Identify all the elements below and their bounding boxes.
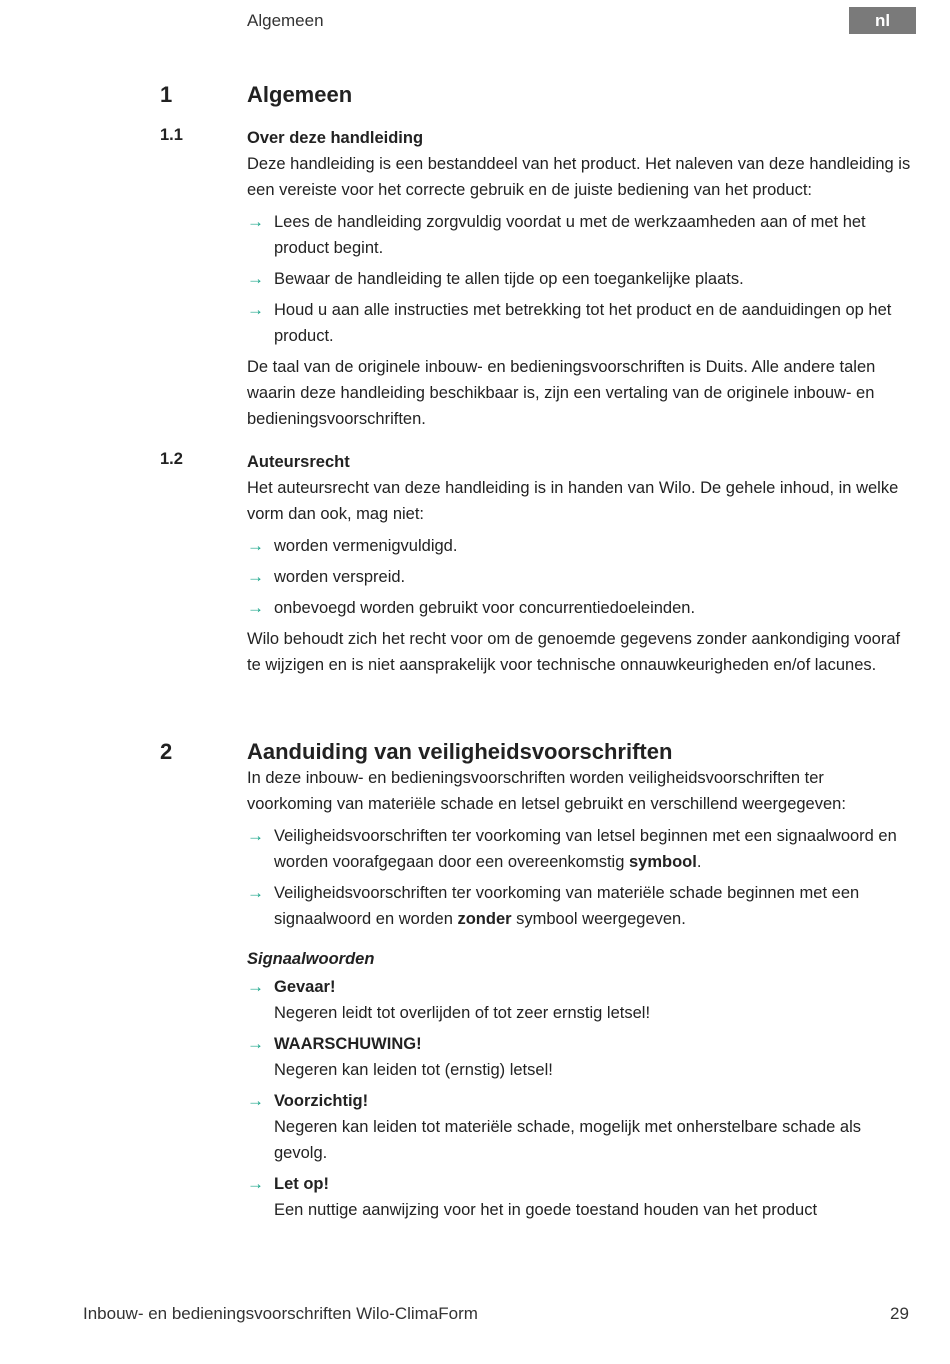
list-item <box>247 564 912 590</box>
list-item-text: Veiligheidsvoorschriften ter voorkoming van materiële schade beginnen met een signaalwoord en worden <box>274 884 860 928</box>
paragraph: Wilo behoudt zich het recht voor om de genoemde gegevens zonder aankondiging vooraf te wijzigen en is niet aansprakelijk voor technische onnauwkeurigheden en/of lacunes. <box>247 630 901 674</box>
signal-word: Gevaar! <box>274 978 336 996</box>
list-item-text-end: . <box>696 853 702 871</box>
language-tab: nl <box>849 7 916 34</box>
subsection-title: Auteursrecht <box>247 453 350 471</box>
arrow-right-icon: → <box>247 212 264 231</box>
signal-word: WAARSCHUWING! <box>274 1035 422 1053</box>
subsection-number: 1.2 <box>160 450 183 468</box>
list-item <box>247 595 912 621</box>
section-2-body <box>247 765 912 1228</box>
subsection-1-2 <box>247 449 912 678</box>
subsection-number: 1.1 <box>160 126 183 144</box>
arrow-right-icon: → <box>247 1034 264 1053</box>
list-item <box>247 266 912 292</box>
paragraph: Het auteursrecht van deze handleiding is in handen van Wilo. De gehele inhoud, in welke vorm dan ook, mag niet: <box>247 479 899 523</box>
arrow-right-icon: → <box>247 567 264 586</box>
section-title: Aanduiding van veiligheidsvoorschriften <box>247 739 673 764</box>
signal-word-desc: Negeren leidt tot overlijden of tot zeer ernstig letsel! <box>274 1004 651 1022</box>
signal-words-heading: Signaalwoorden <box>247 950 375 968</box>
paragraph: De taal van de originele inbouw- en bedieningsvoorschriften is Duits. Alle andere talen waarin deze handleiding beschikbaar is, zijn een vertaling van de originele inbouw- en bedieningsvoorschriften. <box>247 358 876 428</box>
paragraph: Deze handleiding is een bestanddeel van het product. Het naleven van deze handleiding is een vereiste voor het correcte gebruik en de juiste bediening van het product: <box>247 155 911 199</box>
arrow-right-icon: → <box>247 536 264 555</box>
list-item-text: Veiligheidsvoorschriften ter voorkoming van letsel beginnen met een signaalwoord en worden voorafgegaan door een overeenkomstig <box>274 827 897 871</box>
signal-word: Voorzichtig! <box>274 1092 369 1110</box>
subsection-1-1 <box>247 125 912 432</box>
list-item-text: Houd u aan alle instructies met betrekking tot het product en de aanduidingen op het product. <box>274 301 892 345</box>
signal-word-item <box>247 1171 912 1223</box>
bold-term: zonder <box>457 910 512 928</box>
bullet-list <box>247 533 912 621</box>
list-item-text: onbevoegd worden gebruikt voor concurrentiedoeleinden. <box>274 599 696 617</box>
list-item <box>247 297 912 349</box>
arrow-right-icon: → <box>247 826 264 845</box>
list-item-text: Bewaar de handleiding te allen tijde op een toegankelijke plaats. <box>274 270 744 288</box>
paragraph: In deze inbouw- en bedieningsvoorschriften worden veiligheidsvoorschriften ter voorkoming van materiële schade en letsel gebruikt en verschillend weergegeven: <box>247 769 846 813</box>
arrow-right-icon: → <box>247 977 264 996</box>
signal-word-item <box>247 974 912 1026</box>
bullet-list <box>247 823 912 932</box>
section-number: 2 <box>160 739 173 764</box>
list-item-text-end: symbool weergegeven. <box>511 910 686 928</box>
page-number: 29 <box>890 1304 909 1323</box>
list-item <box>247 209 912 261</box>
signal-word-item <box>247 1088 912 1166</box>
arrow-right-icon: → <box>247 598 264 617</box>
arrow-right-icon: → <box>247 1174 264 1193</box>
signal-word-list <box>247 974 912 1223</box>
list-item <box>247 823 912 875</box>
arrow-right-icon: → <box>247 883 264 902</box>
list-item-text: worden vermenigvuldigd. <box>274 537 458 555</box>
signal-word-desc: Negeren kan leiden tot (ernstig) letsel! <box>274 1061 553 1079</box>
arrow-right-icon: → <box>247 269 264 288</box>
bold-term: symbool <box>628 853 697 871</box>
bullet-list <box>247 209 912 349</box>
signal-word-item <box>247 1031 912 1083</box>
section-number: 1 <box>160 82 173 107</box>
list-item-text: Lees de handleiding zorgvuldig voordat u met de werkzaamheden aan of met het product begint. <box>274 213 866 257</box>
list-item <box>247 880 912 932</box>
arrow-right-icon: → <box>247 1091 264 1110</box>
signal-word-desc: Een nuttige aanwijzing voor het in goede toestand houden van het product <box>274 1201 818 1219</box>
signal-word: Let op! <box>274 1175 329 1193</box>
running-head: Algemeen <box>247 11 324 30</box>
arrow-right-icon: → <box>247 300 264 319</box>
list-item <box>247 533 912 559</box>
footer-doc-title: Inbouw- en bedieningsvoorschriften Wilo-ClimaForm <box>83 1304 478 1323</box>
subsection-title: Over deze handleiding <box>247 129 424 147</box>
list-item-text: worden verspreid. <box>274 568 406 586</box>
section-title: Algemeen <box>247 82 353 107</box>
signal-word-desc: Negeren kan leiden tot materiële schade, mogelijk met onherstelbare schade als gevolg. <box>274 1118 861 1162</box>
